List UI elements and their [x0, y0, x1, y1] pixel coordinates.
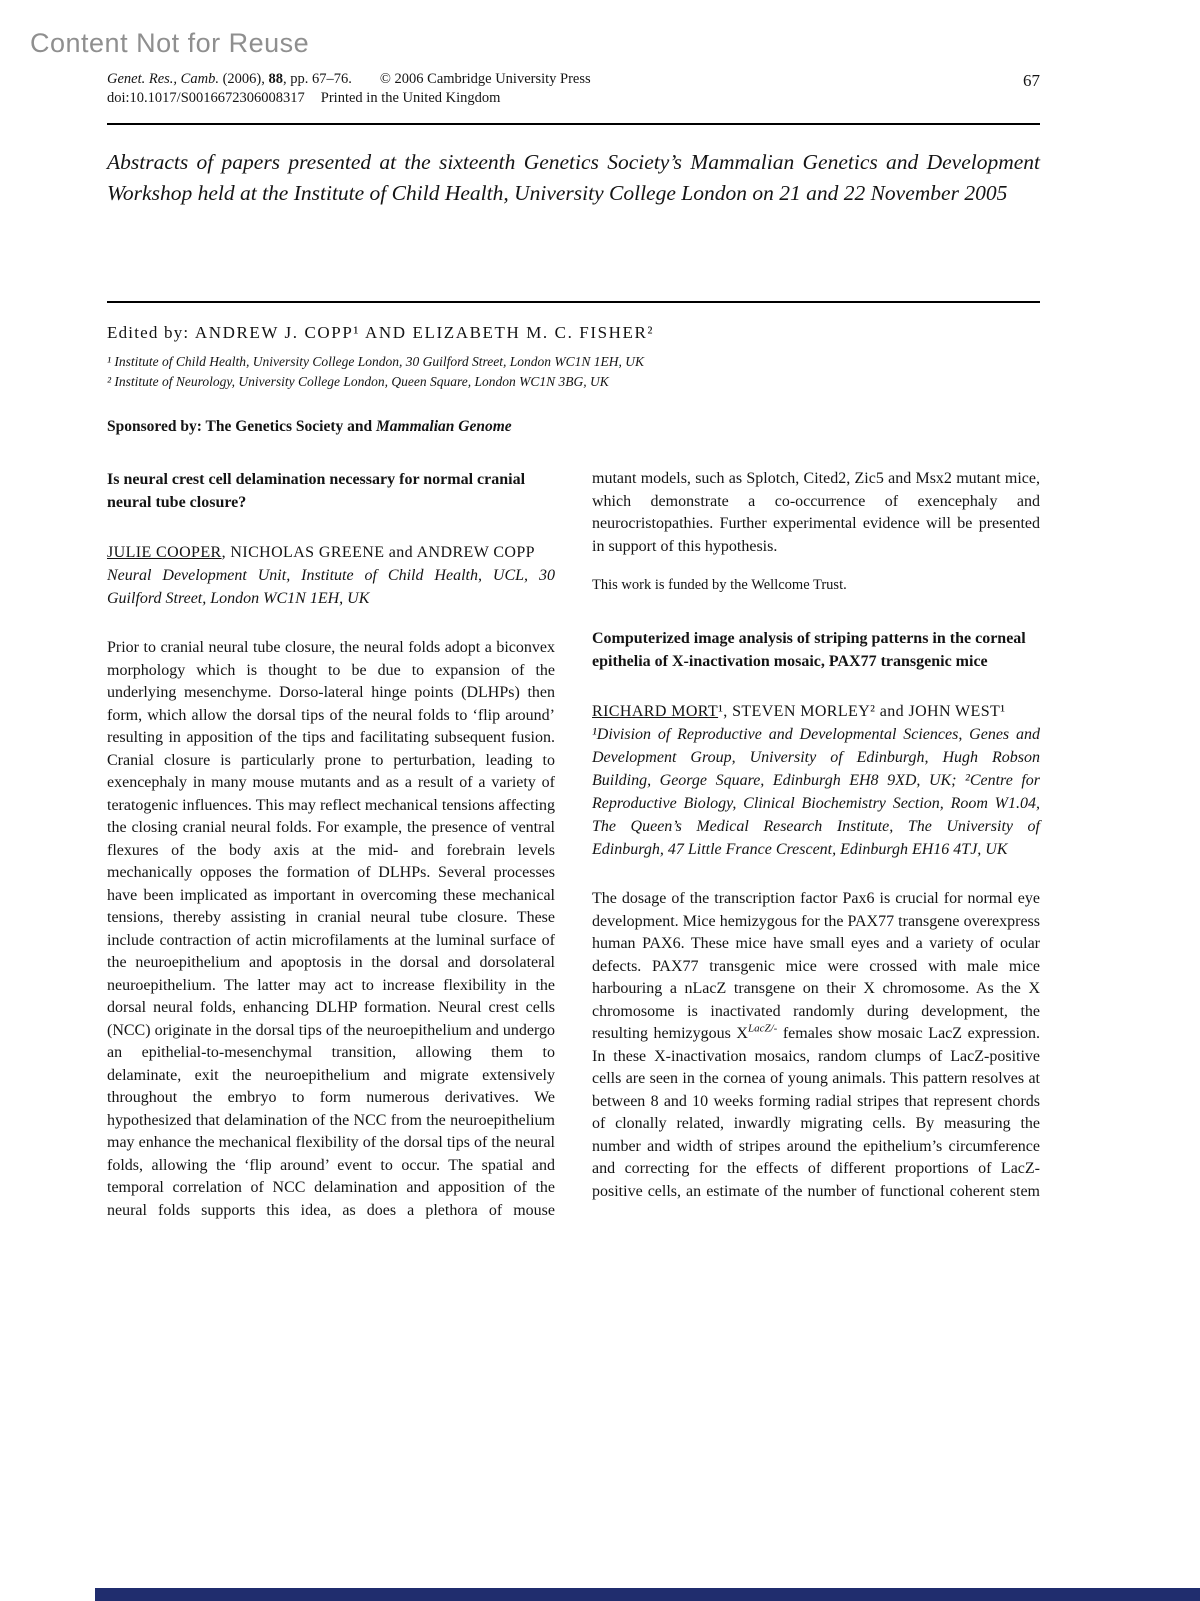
editors-line: [107, 323, 1040, 343]
abstract2-body-part2: females show mosaic LacZ expression. In these X-inactivation mosaics, random clumps of LacZ-positive cells are seen in the cornea of young animals. This pattern resolves at between 8 and 10 weeks forming radial stripes that represent chords of clonally related, inwardly migrating cells. By measuring the number and width of stripes around the epithelium’s circumference and correcting for the effects of different proportions of LacZ-positive cells, an estimate of the number of functional coherent stem: [592, 1025, 1041, 1200]
abstract2-body: [592, 888, 1040, 1203]
abstract2-presenting-author: RICHARD MORT: [592, 703, 719, 720]
divider-editors: [107, 301, 1040, 303]
volume-number: 88: [268, 71, 283, 87]
two-column-body: [107, 468, 1040, 1222]
abstract1-title: Is neural crest cell delamination necessary for normal cranial neural tube closure?: [107, 471, 526, 511]
citation-pages: , pp. 67–76.: [283, 71, 352, 87]
abstract1-authors: [107, 541, 555, 564]
citation-line: [107, 70, 591, 89]
editor-affiliation-2: ² Institute of Neurology, University College London, Queen Square, London WC1N 3BG, UK: [107, 374, 609, 389]
page-header: [107, 70, 1040, 108]
abstract2-coauthors: ¹, STEVEN MORLEY² and JOHN WEST¹: [718, 703, 1006, 720]
abstract1-body: Prior to cranial neural tube closure, the neural folds adopt a biconvex morphology which is thought to be due to expansion of the underlying mesenchyme. Dorso-lateral hinge points (DLHPs) then form, which allow the dorsal tips of the neural folds to ‘flip around’ resulting in apposition of the tips and facilitating subsequent fusion. Cranial closure is particularly prone to perturbation, leading to exencephaly in many mouse mutants and as a result of a variety of teratogenic influences. This may reflect mechanical tensions affecting the closing cranial neural folds. For example, the presence of ventral flexures of the body axis at the mid- and forebrain levels mechanically opposes the formation of DLHPs. Several processes have been implicated as important in overcoming these mechanical tensions, thereby assisting in cranial neural tube closure. These include contraction of actin microfilaments at the luminal surface of the neuroepithelium and apoptosis in the dorsal and dorsolateral neuroepithelium. The latter may act to increase flexibility in the dorsal neural folds, enhancing DLHP formation. Neural crest cells (NCC) originate in the dorsal tips of the neuroepithelium and undergo an epithelial-to-mesenchymal transition, allowing them to delaminate, exit the neuroepithelium and migrate extensively throughout the embryo to form numerous derivatives. We hypothesized that delamination of the NCC from the neuroepithelium may enhance the mechanical flexibility of the dorsal tips of the neural folds, allowing the ‘flip around’ event to occur. The spatial and temporal correlation of NCC delamination and apposition of the neural folds supports this idea, as does a plethora of mouse: [107, 639, 555, 1219]
doi-text: doi:10.1017/S0016672306008317: [107, 90, 305, 106]
sponsor-text: Sponsored by: The Genetics Society and: [107, 418, 376, 435]
abstract1-funding-note: This work is funded by the Wellcome Trust.: [592, 577, 847, 593]
edited-by-label: Edited by:: [107, 323, 195, 342]
divider-top: [107, 123, 1040, 125]
column-right: [592, 468, 1040, 1222]
journal-name: Genet. Res., Camb.: [107, 71, 219, 87]
footer-bar: [95, 1588, 1200, 1601]
abstract2-body-part1: The dosage of the transcription factor Pax6 is crucial for normal eye development. Mice hemizygous for the PAX77 transgene overexpress human PAX6. These mice have small eyes and a variety of ocular defects. PAX77 transgenic mice were crossed with male mice harbouring a nLacZ transgene on their X chromosome. As the X chromosome is inactivated randomly during development, the resulting hemizygous X: [592, 890, 1040, 1042]
abstract2-genotype-superscript: LacZ/-: [747, 1022, 778, 1035]
abstract1-affiliation: Neural Development Unit, Institute of Child Health, UCL, 30 Guilford Street, London WC1N 1EH, UK: [107, 567, 555, 607]
column-left: [107, 468, 555, 1222]
watermark: Content Not for Reuse: [30, 28, 310, 58]
editor-names: ANDREW J. COPP¹ AND ELIZABETH M. C. FISHER²: [194, 323, 655, 342]
citation-block: [107, 70, 591, 108]
issue-title: Abstracts of papers presented at the sixteenth Genetics Society’s Mammalian Genetics and Development Workshop held at the Institute of Child Health, University College London on 21 and 22 November 2005: [107, 150, 1040, 205]
abstract1-body-continued: mutant models, such as Splotch, Cited2, Zic5 and Msx2 mutant mice, which demonstrate a co-occurrence of exencephaly and neurocristopathies. Further experimental evidence will be presented in support of this hypothesis.: [592, 470, 1040, 555]
abstract2-affiliation: ¹Division of Reproductive and Developmental Sciences, Genes and Development Group, University of Edinburgh, Hugh Robson Building, George Square, Edinburgh EH8 9XD, UK; ²Centre for Reproductive Biology, Clinical Biochemistry Section, Room W1.04, The Queen’s Medical Research Institute, The University of Edinburgh, 47 Little France Crescent, Edinburgh EH16 4TJ, UK: [592, 726, 1040, 858]
editor-affiliation-1: ¹ Institute of Child Health, University College London, 30 Guilford Street, London WC1N 1EH, UK: [107, 354, 645, 369]
abstract2-title: Computerized image analysis of striping patterns in the corneal epithelia of X-inactivation mosaic, PAX77 transgenic mice: [592, 630, 1026, 670]
copyright-notice: © 2006 Cambridge University Press: [379, 71, 591, 87]
sponsor-line: [107, 418, 1040, 436]
citation-year: (2006),: [218, 71, 269, 87]
abstract1-presenting-author: JULIE COOPER: [107, 544, 222, 561]
printed-in-text: Printed in the United Kingdom: [320, 90, 501, 106]
page-content: [107, 70, 1040, 1222]
sponsor-journal-name: Mammalian Genome: [376, 418, 512, 435]
page-number: 67: [1023, 71, 1040, 90]
abstract2-authors: [592, 700, 1040, 723]
abstract1-coauthors: , NICHOLAS GREENE and ANDREW COPP: [221, 544, 535, 561]
doi-line: [107, 89, 591, 108]
